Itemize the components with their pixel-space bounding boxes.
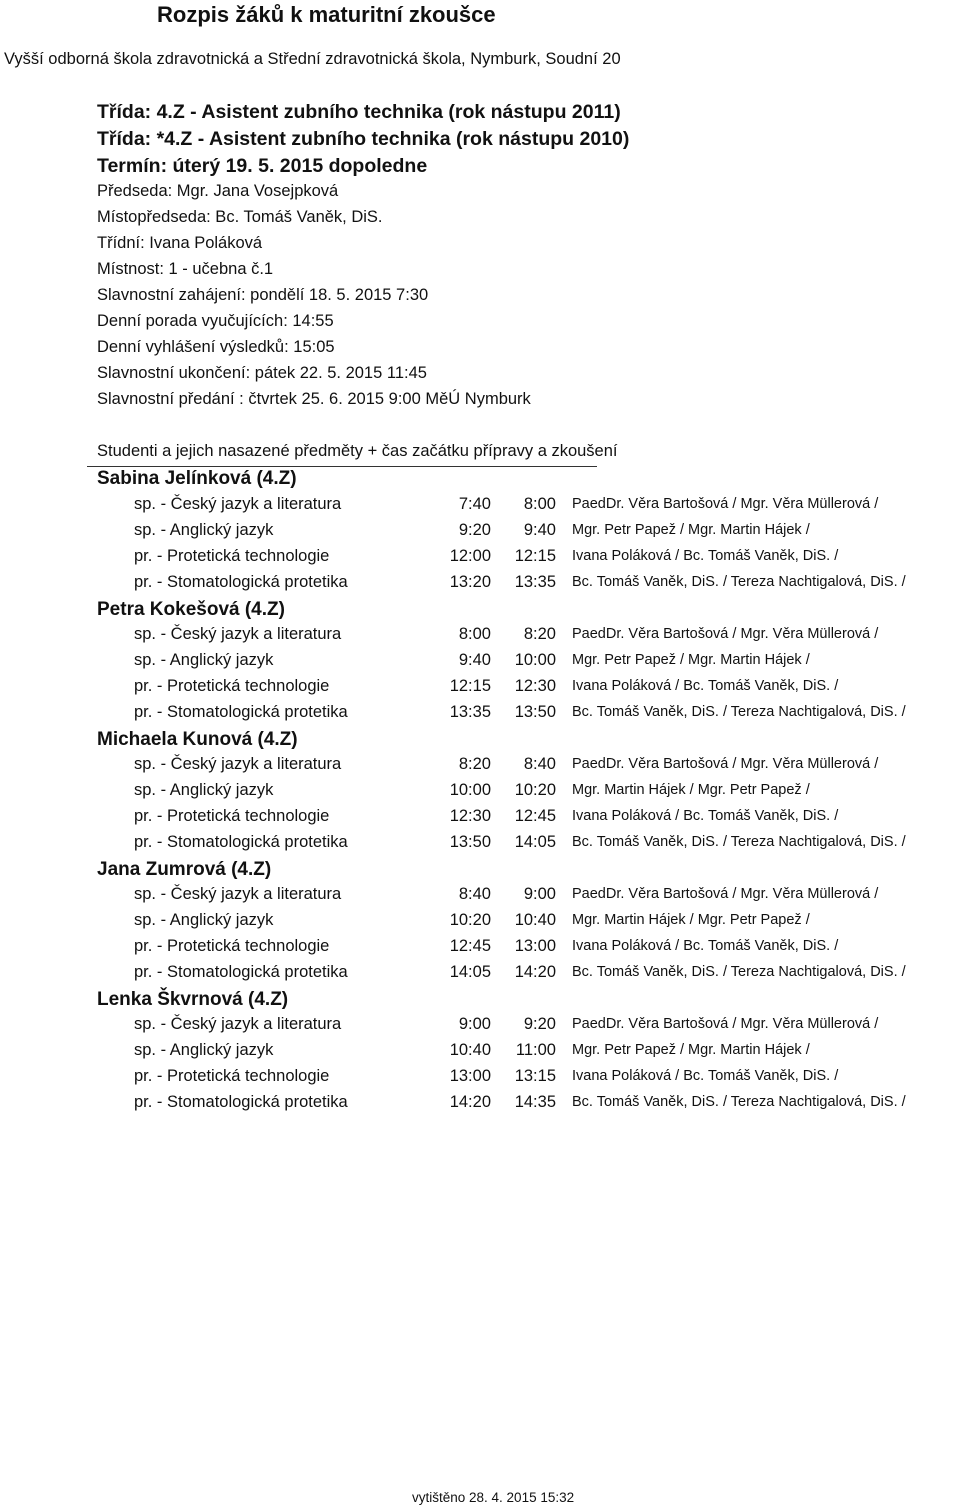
heading-divider — [87, 466, 597, 467]
student-name: Lenka Škvrnová (4.Z) — [97, 989, 289, 1010]
exam-time: 8:00 — [523, 495, 556, 513]
exam-time: 8:40 — [523, 755, 556, 773]
exam-subject: sp. - Anglický jazyk — [134, 781, 274, 799]
committee: Bc. Tomáš Vaněk, DiS. / Tereza Nachtigalová, DiS. / — [572, 964, 906, 980]
prep-time: 13:20 — [449, 573, 491, 591]
prep-time: 7:40 — [458, 495, 491, 513]
exam-subject: sp. - Anglický jazyk — [134, 911, 274, 929]
exam-time: 13:15 — [514, 1067, 556, 1085]
prep-time: 8:20 — [458, 755, 491, 773]
exam-time: 12:15 — [514, 547, 556, 565]
committee: Ivana Poláková / Bc. Tomáš Vaněk, DiS. / — [572, 1068, 839, 1084]
class-teacher: Třídní: Ivana Poláková — [97, 234, 263, 252]
exam-subject: pr. - Protetická technologie — [134, 807, 330, 825]
results-announcement: Denní vyhlášení výsledků: 15:05 — [97, 338, 335, 356]
exam-time: 8:20 — [523, 625, 556, 643]
exam-subject: sp. - Anglický jazyk — [134, 651, 274, 669]
prep-time: 12:45 — [449, 937, 491, 955]
prep-time: 14:20 — [449, 1093, 491, 1111]
exam-subject: sp. - Český jazyk a literatura — [134, 755, 342, 773]
exam-subject: pr. - Stomatologická protetika — [134, 963, 348, 981]
exam-time: 13:35 — [514, 573, 556, 591]
prep-time: 12:15 — [449, 677, 491, 695]
exam-time: 13:50 — [514, 703, 556, 721]
exam-subject: pr. - Protetická technologie — [134, 937, 330, 955]
student-name: Michaela Kunová (4.Z) — [97, 729, 298, 750]
student-name: Petra Kokešová (4.Z) — [97, 599, 285, 620]
exam-subject: sp. - Český jazyk a literatura — [134, 1015, 342, 1033]
committee: Mgr. Petr Papež / Mgr. Martin Hájek / — [572, 1042, 810, 1058]
exam-time: 9:20 — [523, 1015, 556, 1033]
exam-subject: pr. - Protetická technologie — [134, 547, 330, 565]
prep-time: 10:20 — [449, 911, 491, 929]
exam-subject: sp. - Anglický jazyk — [134, 1041, 274, 1059]
student-name: Sabina Jelínková (4.Z) — [97, 468, 297, 489]
school-name: Vyšší odborná škola zdravotnická a Střední zdravotnická škola, Nymburk, Soudní 20 — [4, 50, 621, 68]
committee: Mgr. Martin Hájek / Mgr. Petr Papež / — [572, 782, 810, 798]
closing-ceremony: Slavnostní ukončení: pátek 22. 5. 2015 11:45 — [97, 364, 427, 382]
prep-time: 12:00 — [449, 547, 491, 565]
committee: Mgr. Petr Papež / Mgr. Martin Hájek / — [572, 522, 810, 538]
exam-time: 11:00 — [515, 1041, 556, 1059]
committee: Ivana Poláková / Bc. Tomáš Vaněk, DiS. / — [572, 938, 839, 954]
prep-time: 9:40 — [458, 651, 491, 669]
page-title: Rozpis žáků k maturitní zkoušce — [157, 2, 496, 27]
prep-time: 10:40 — [449, 1041, 491, 1059]
committee: Bc. Tomáš Vaněk, DiS. / Tereza Nachtigalová, DiS. / — [572, 704, 906, 720]
exam-subject: pr. - Stomatologická protetika — [134, 573, 348, 591]
exam-subject: pr. - Stomatologická protetika — [134, 1093, 348, 1111]
exam-time: 10:40 — [514, 911, 556, 929]
committee: Bc. Tomáš Vaněk, DiS. / Tereza Nachtigalová, DiS. / — [572, 574, 906, 590]
prep-time: 9:20 — [458, 521, 491, 539]
exam-subject: sp. - Český jazyk a literatura — [134, 495, 342, 513]
exam-time: 13:00 — [514, 937, 556, 955]
committee: Bc. Tomáš Vaněk, DiS. / Tereza Nachtigalová, DiS. / — [572, 834, 906, 850]
committee: Ivana Poláková / Bc. Tomáš Vaněk, DiS. / — [572, 548, 839, 564]
students-heading: Studenti a jejich nasazené předměty + čas začátku přípravy a zkoušení — [97, 442, 618, 460]
vice-chair: Místopředseda: Bc. Tomáš Vaněk, DiS. — [97, 208, 383, 226]
prep-time: 12:30 — [449, 807, 491, 825]
room: Místnost: 1 - učebna č.1 — [97, 260, 274, 278]
committee: Bc. Tomáš Vaněk, DiS. / Tereza Nachtigalová, DiS. / — [572, 1094, 906, 1110]
prep-time: 10:00 — [449, 781, 491, 799]
exam-time: 10:20 — [514, 781, 556, 799]
exam-time: 12:30 — [514, 677, 556, 695]
exam-subject: pr. - Protetická technologie — [134, 1067, 330, 1085]
committee: PaedDr. Věra Bartošová / Mgr. Věra Müllerová / — [572, 756, 879, 772]
student-name: Jana Zumrová (4.Z) — [97, 859, 272, 880]
opening-ceremony: Slavnostní zahájení: pondělí 18. 5. 2015 7:30 — [97, 286, 429, 304]
exam-time: 9:00 — [523, 885, 556, 903]
exam-time: 9:40 — [523, 521, 556, 539]
exam-time: 10:00 — [514, 651, 556, 669]
prep-time: 13:35 — [449, 703, 491, 721]
chair: Předseda: Mgr. Jana Vosejpková — [97, 182, 339, 200]
exam-subject: pr. - Stomatologická protetika — [134, 703, 348, 721]
exam-time: 14:05 — [514, 833, 556, 851]
exam-subject: sp. - Český jazyk a literatura — [134, 625, 342, 643]
prep-time: 13:50 — [449, 833, 491, 851]
prep-time: 9:00 — [458, 1015, 491, 1033]
class-line-2: Třída: *4.Z - Asistent zubního technika (rok nástupu 2010) — [97, 128, 630, 150]
committee: PaedDr. Věra Bartošová / Mgr. Věra Müllerová / — [572, 496, 879, 512]
prep-time: 13:00 — [449, 1067, 491, 1085]
committee: Mgr. Petr Papež / Mgr. Martin Hájek / — [572, 652, 810, 668]
prep-time: 8:40 — [458, 885, 491, 903]
class-line-1: Třída: 4.Z - Asistent zubního technika (rok nástupu 2011) — [97, 101, 621, 123]
exam-time: 12:45 — [514, 807, 556, 825]
exam-subject: sp. - Anglický jazyk — [134, 521, 274, 539]
staff-meeting: Denní porada vyučujících: 14:55 — [97, 312, 334, 330]
exam-subject: pr. - Protetická technologie — [134, 677, 330, 695]
committee: PaedDr. Věra Bartošová / Mgr. Věra Müllerová / — [572, 626, 879, 642]
certificate-handover: Slavnostní předání : čtvrtek 25. 6. 2015 9:00 MěÚ Nymburk — [97, 390, 531, 408]
exam-time: 14:35 — [514, 1093, 556, 1111]
exam-term: Termín: úterý 19. 5. 2015 dopoledne — [97, 155, 428, 177]
committee: Ivana Poláková / Bc. Tomáš Vaněk, DiS. / — [572, 678, 839, 694]
committee: Mgr. Martin Hájek / Mgr. Petr Papež / — [572, 912, 810, 928]
committee: PaedDr. Věra Bartošová / Mgr. Věra Müllerová / — [572, 1016, 879, 1032]
print-timestamp: vytištěno 28. 4. 2015 15:32 — [412, 1490, 575, 1505]
prep-time: 14:05 — [449, 963, 491, 981]
exam-subject: pr. - Stomatologická protetika — [134, 833, 348, 851]
exam-time: 14:20 — [514, 963, 556, 981]
exam-subject: sp. - Český jazyk a literatura — [134, 885, 342, 903]
committee: PaedDr. Věra Bartošová / Mgr. Věra Müllerová / — [572, 886, 879, 902]
prep-time: 8:00 — [458, 625, 491, 643]
committee: Ivana Poláková / Bc. Tomáš Vaněk, DiS. / — [572, 808, 839, 824]
